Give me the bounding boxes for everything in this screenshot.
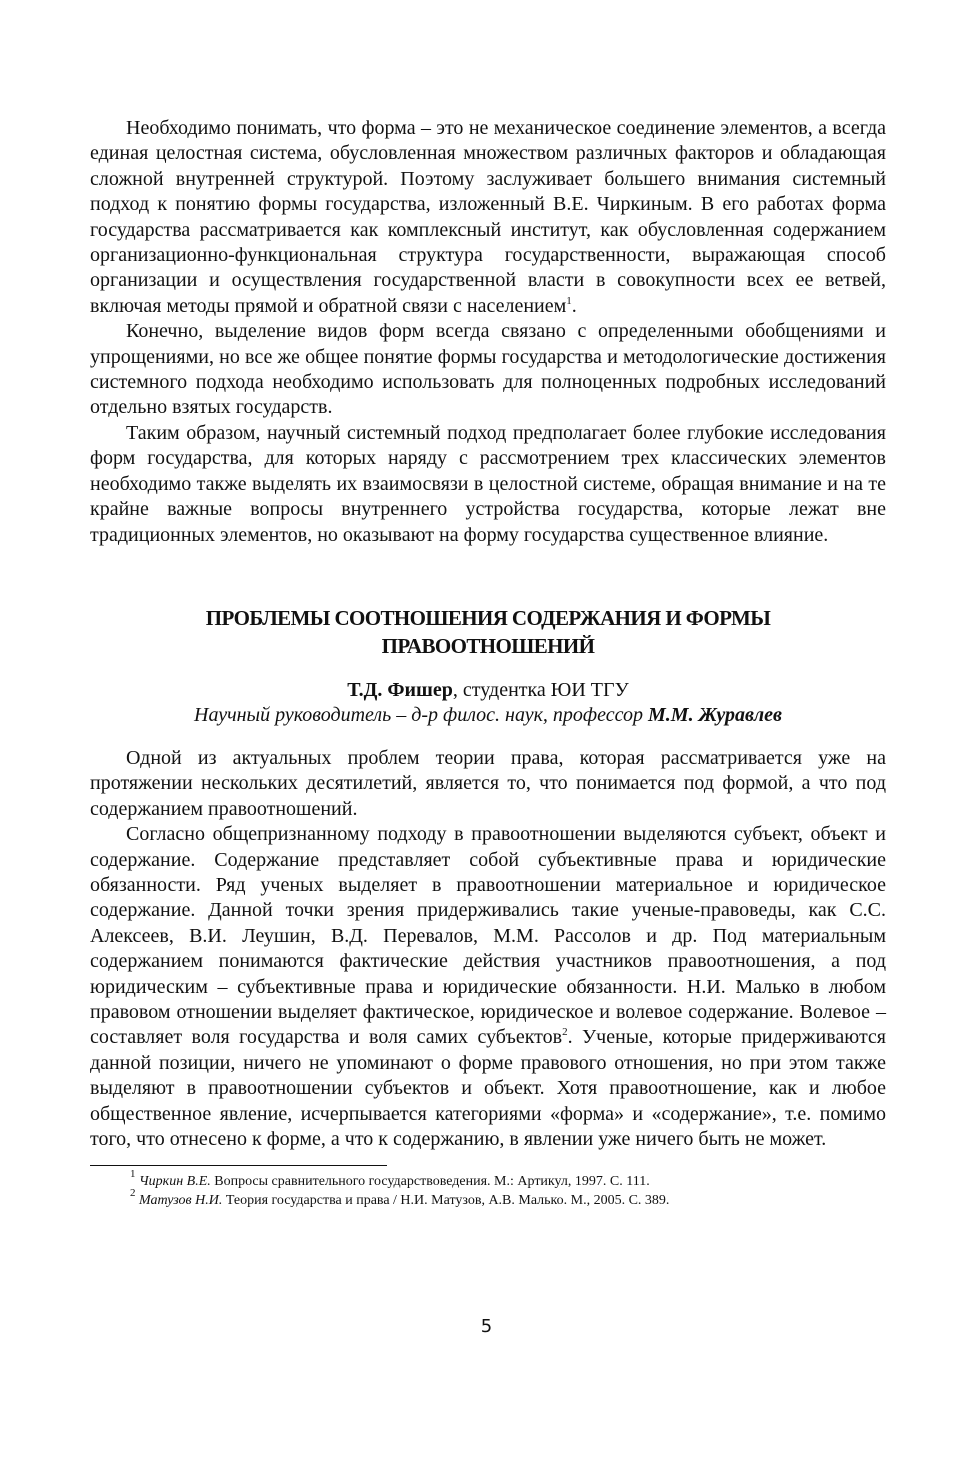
intro-paragraph: Необходимо понимать, что форма – это не механическое соединение элементов, а всегда единая целостная система, обусловленная множеством различных факторов и обладающая сложной внутренней структурой. Поэтому заслуживает большего внимания системный подход к понятию формы государства, изложенный В.Е. Чиркиным. В его работах форма государства рассматривается как комплексный институт, как обусловленная содержанием организационно-функциональная структура государственности, выражающая способ организации и осуществления государственной власти в совокупности всех ее ветвей, включая методы прямой и обратной связи с населением$^1$.: [90, 117, 886, 317]
article-paragraph: Одной из актуальных проблем теории права, которая рассматривается уже на протяжении нескольких десятилетий, является то, что понимается под формой, а что под содержанием правоотношений.: [90, 746, 886, 820]
author-line: [90, 678, 886, 703]
advisor-name: М.М. Журавлев: [648, 703, 782, 726]
intro-paragraph: Конечно, выделение видов форм всегда связано с определенными обобщениями и упрощениями, но все же общее понятие формы государства и методологические достижения системного подхода необходимо использовать для полноценных подробных исследований отдельно взятых государств.: [90, 320, 886, 419]
page-number: 5: [480, 1316, 493, 1337]
article-paragraph: Согласно общепризнанному подходу в правоотношении выделяются субъект, объект и содержание. Содержание представляет собой субъективные права и юридические обязанности. Ряд ученых выделяет в правоотношении материальное и юридическое содержание. Данной точки зрения придерживались такие ученые-правоведы, как С.С. Алексеев, В.И. Леушин, В.Д. Перевалов, М.М. Рассолов и др. Под материальным содержанием понимаются фактические действия участников правоотношения, а под юридическим – субъективные права и юридические обязанности. Н.И. Малько в любом правовом отношении выделяет фактическое, юридическое и волевое содержание. Волевое – составляет воля государства и воля самих субъектов$^2$. Ученые, которые придерживаются данной позиции, ничего не упоминают о форме правового отношения, но при этом также выделяют в правоотношении субъектов и объект. Хотя правоотношение, как и любое общественное явление, исчерпывается категориями «форма» и «содержание», т.е. помимо того, что отнесено к форме, а что к содержанию, в явлении уже ничего быть не может.: [90, 823, 887, 1150]
author-name: Т.Д. Фишер: [347, 678, 453, 701]
footnote-ref: 2: [562, 1026, 568, 1039]
footnote-divider: [90, 1165, 387, 1166]
intro-paragraph: Таким образом, научный системный подход предполагает более глубокие исследования форм государства, для которых наряду с рассмотрением трех классических элементов необходимо также выделять их взаимосвязи в целостной системе, обращая внимание и на те крайне важные вопросы внутреннего устройства государства, которые лежат вне традиционных элементов, но оказывают на форму государства существенное влияние.: [90, 421, 886, 546]
page-body: [90, 116, 886, 1210]
article-title: ПРОБЛЕМЫ СООТНОШЕНИЯ СОДЕРЖАНИЯ И ФОРМЫ ПРАВООТНОШЕНИЙ: [205, 605, 771, 658]
footnote: $^1$ Чиркин В.Е. Вопросы сравнительного государствоведения. М.: Артикул, 1997. С. 111.: [130, 1168, 650, 1190]
advisor-line: Научный руководитель – д-р филос. наук, профессор М.М. Журавлев: [194, 703, 782, 726]
footnote-ref: 1: [566, 294, 572, 307]
author-role: , студентка ЮИ ТГУ: [452, 678, 629, 701]
footnote: $^2$ Матузов Н.И. Теория государства и права / Н.И. Матузов, А.В. Малько. М., 2005. С. 389.: [130, 1187, 670, 1209]
